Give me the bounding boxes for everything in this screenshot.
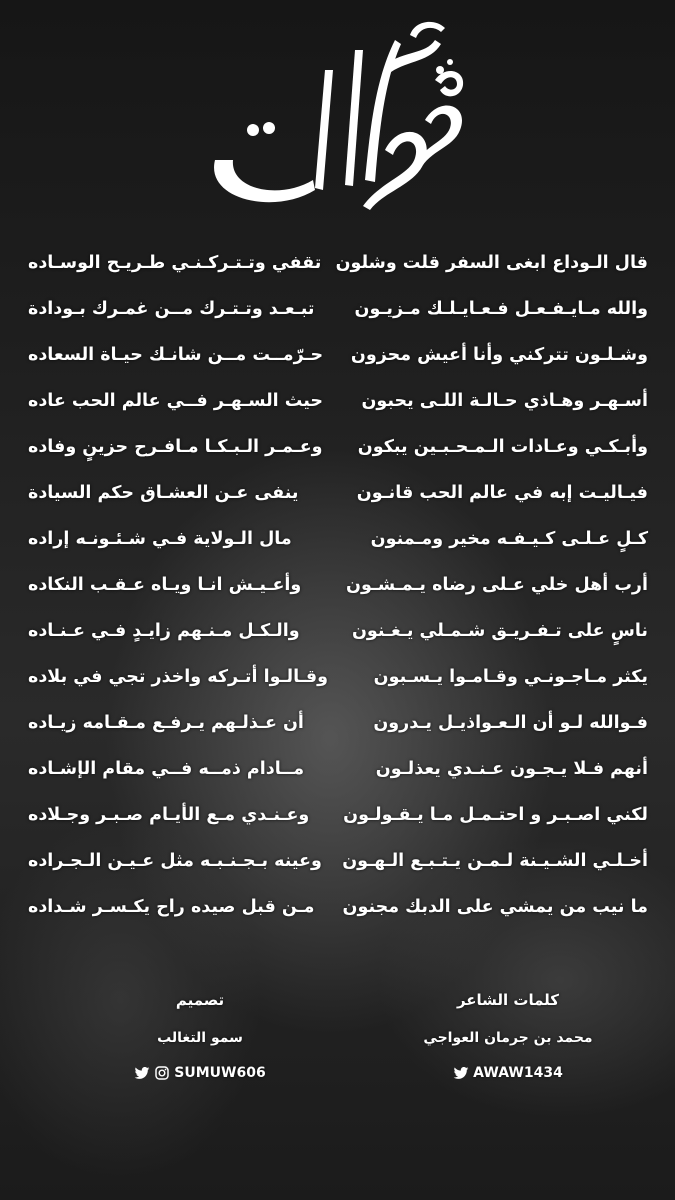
verse-first-half: كـلٍ عـلـى كـيـفـه مخير ومـمنون: [370, 529, 648, 549]
verse-row: [28, 654, 648, 700]
verse-second-half: ينفى عـن العشـاق حكم السيادة: [28, 483, 299, 503]
designer-credit: [70, 985, 330, 1087]
instagram-icon: [154, 1065, 170, 1081]
verse-first-half: ما نيب من يمشي على الدبك مجنون: [342, 897, 648, 917]
designer-credit-title: تصميم: [175, 991, 225, 1009]
poet-credit-title: كلمات الشاعر: [456, 991, 560, 1009]
verse-first-half: فـوالله لـو أن الـعـواذيـل يـدرون: [373, 713, 648, 733]
verse-first-half: يكثر مـاجـونـي وقـامـوا يـسـبون: [373, 667, 648, 687]
verse-second-half: مـن قبل صيده راح يكـسـر شـداده: [28, 897, 315, 917]
poet-credit: [378, 985, 638, 1087]
verse-row: [28, 884, 648, 930]
verse-second-half: مال الـولاية فـي شـئـونـه إراده: [28, 529, 292, 549]
verse-row: [28, 608, 648, 654]
designer-name: سمو التغالب: [157, 1030, 243, 1046]
verse-first-half: أخـلـي الشـيـنة لـمـن يـتـبـع الـهـون: [342, 851, 648, 871]
calligraphy-logo: [195, 10, 475, 220]
verse-second-half: مــادام ذمــه فــي مقام الإشـاده: [28, 759, 305, 779]
verse-second-half: والـكـل مـنـهم زايـدٍ فـي عـنـاده: [28, 621, 300, 641]
verse-row: [28, 286, 648, 332]
verse-second-half: وعـنـدي مـع الأيـام صـبـر وجـلاده: [28, 805, 310, 825]
designer-handle[interactable]: [70, 1059, 330, 1087]
poet-handle[interactable]: [378, 1059, 638, 1087]
poet-name: محمد بن جرمان العواجي: [423, 1030, 593, 1046]
verse-row: [28, 240, 648, 286]
verse-first-half: قال الـوداع ابغى السفر قلت وشلون: [335, 253, 648, 273]
verse-row: [28, 332, 648, 378]
verse-row: [28, 470, 648, 516]
verse-second-half: أن عـذلـهم يـرفـع مـقـامه زيـاده: [28, 713, 304, 733]
verse-row: [28, 746, 648, 792]
verse-first-half: فيـاليـت إبه في عالم الحب قانـون: [356, 483, 648, 503]
poem-body: [28, 240, 648, 940]
verse-first-half: وأبـكـي وعـادات الـمـحـبـين يبكون: [357, 437, 648, 457]
verse-first-half: أسـهـر وهـاذي حـالـة اللـى يحبون: [361, 391, 648, 411]
title-calligraphy: [195, 10, 475, 220]
verse-first-half: وشـلـون تتركني وأنا أعيش محزون: [350, 345, 648, 365]
verse-second-half: تقفي وتـتـركـنـي طـريـح الوسـاده: [28, 253, 322, 273]
verse-second-half: وعينه بـجـنـبـه مثل عـيـن الـجـراده: [28, 851, 322, 871]
verse-row: [28, 378, 648, 424]
poet-handle-text: AWAW1434: [473, 1065, 563, 1081]
verse-row: [28, 516, 648, 562]
verse-row: [28, 424, 648, 470]
designer-handle-text: SUMUW606: [174, 1065, 266, 1081]
twitter-icon: [453, 1065, 469, 1081]
verse-first-half: والله مـايـفـعـل فـعـايـلـك مـزيـون: [354, 299, 648, 319]
verse-row: [28, 700, 648, 746]
verse-second-half: حـرّمــت مــن شانـك حيـاة السعاده: [28, 345, 324, 365]
verse-second-half: حيث السـهـر فــي عالم الحب عاده: [28, 391, 324, 411]
twitter-icon: [134, 1065, 150, 1081]
verse-first-half: لكني اصـبـر و احتـمـل مـا يـقـولـون: [343, 805, 648, 825]
verse-second-half: وقـالـوا أتـركه واخذر تجي في بلاده: [28, 667, 328, 687]
verse-row: [28, 792, 648, 838]
verse-second-half: وأعـيـش انـا ويـاه عـقـب النكاده: [28, 575, 302, 595]
verse-second-half: تبـعـد وتـتـرك مــن غمـرك بـودادة: [28, 299, 315, 319]
verse-row: [28, 838, 648, 884]
verse-first-half: أرب أهل خلي عـلى رضاه يـمـشـون: [346, 575, 648, 595]
verse-first-half: ناسٍ على تـفـريـق شـمـلي يـغـنون: [351, 621, 648, 641]
verse-row: [28, 562, 648, 608]
verse-second-half: وعـمـر الـبـكـا مـافـرح حزينٍ وفاده: [28, 437, 323, 457]
verse-first-half: أنهم فـلا يـجـون عـنـدي يعذلـون: [375, 759, 648, 779]
